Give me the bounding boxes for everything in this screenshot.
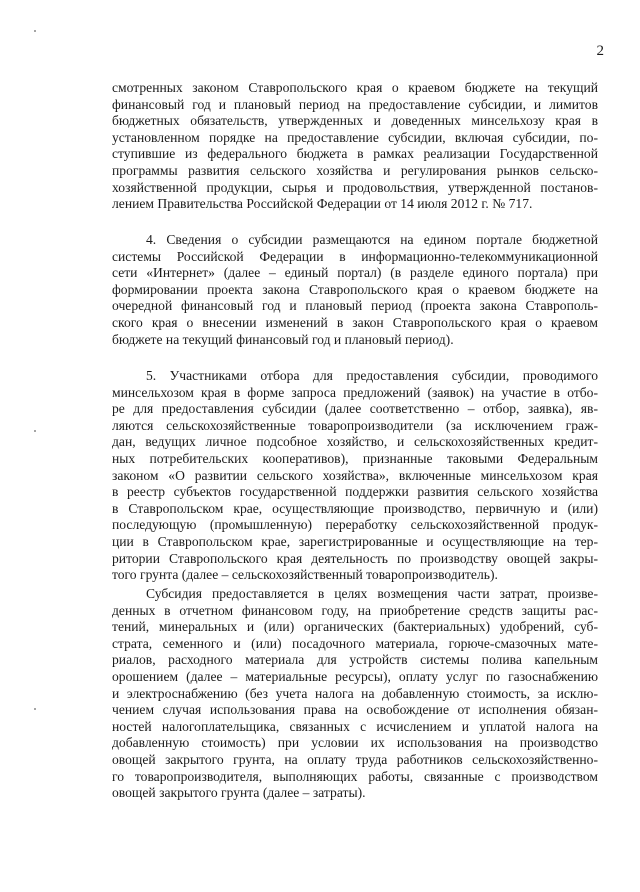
paragraph-subsidy-purpose [112,586,598,802]
text-line: ре для предоставления субсидии (далее соответственно – отбор, заявка), яв- [112,401,598,417]
paragraph-continuation [112,80,598,213]
text-line: Субсидия предоставляется в целях возмещения части затрат, произве- [146,586,598,601]
page-number: 2 [596,43,604,59]
text-line: и электроснабжению (без учета налога на добавленную стоимость, за исклю- [112,685,598,701]
text-line: ритории Ставропольского края деятельность по производству овощей закры- [112,550,598,566]
text-line: бюджете на текущий финансовый год и плановый период). [112,331,454,347]
scan-speck [34,708,36,710]
text-line: овощей закрытого грунта (далее – затраты). [112,785,366,801]
text-line: чением случая использования права на освобождение от исполнения обязан- [112,702,598,718]
text-line: ского края о внесении изменений в закон Ставропольского края о краевом [112,314,598,330]
text-line: хозяйственной продукции, сырья и продовольствия, утвержденной постанов- [112,179,598,195]
text-line: в Ставропольском крае, осуществляющие производство, первичную и (или) [112,500,598,516]
paragraph-item-5 [112,368,598,584]
text-line: добавленную стоимость) при условии их использования на производство [112,735,598,751]
text-line: того грунта (далее – сельскохозяйственный товаропроизводитель). [112,567,498,583]
text-line: денных в отчетном финансовом году, на приобретение средств защиты рас- [112,602,598,618]
scan-speck [34,430,36,432]
text-line: установленном порядке на предоставление субсидии, включая субсидии, по- [112,129,598,145]
text-line: законом «О развитии сельского хозяйства», включенные минсельхозом края [112,467,598,483]
text-line: сети «Интернет» (далее – единый портал) (в разделе единого портала) при [112,265,598,281]
text-line: ных потребительских кооперативов), признанные таковыми Федеральным [112,450,598,466]
text-line: тений, минеральных и (или) органических (бактериальных) удобрений, суб- [112,619,598,635]
scan-speck [34,30,36,32]
text-line: лением Правительства Российской Федерации от 14 июля 2012 г. № 717. [112,196,533,212]
text-line: финансовый год и плановый период на предоставление субсидии, и лимитов [112,96,598,112]
text-line: дан, ведущих личное подсобное хозяйство, и сельскохозяйственных кредит- [112,434,598,450]
text-line: формировании проекта закона Ставропольского края о краевом бюджете на [112,281,598,297]
text-line: бюджетных обязательств, утвержденных и доведенных минсельхозу края в [112,113,598,129]
text-line: ностей налогоплательщика, связанных с исчислением и уплатой налога на [112,718,598,734]
text-line: смотренных законом Ставропольского края о краевом бюджете на текущий [112,80,598,95]
text-line: минсельхозом края в форме запроса предложений (заявок) на участие в отбо- [112,384,598,400]
text-line: очередной финансовый год и плановый период (проекта закона Ставрополь- [112,298,598,314]
text-line: 4. Сведения о субсидии размещаются на едином портале бюджетной [146,232,598,247]
text-line: ляются сельскохозяйственные товаропроизводители (за исключением граж- [112,417,598,433]
text-line: орошением (далее – материальные ресурсы), оплату услуг по газоснабжению [112,668,598,684]
text-line: программы развития сельского хозяйства и регулирования рынков сельско- [112,162,598,178]
text-line: страта, семенного и (или) посадочного материала, горюче-смазочных мате- [112,635,598,651]
text-line: ции в Ставропольском крае, зарегистрированные и осуществляющие на тер- [112,533,598,549]
text-line: ступившие из федерального бюджета в рамках реализации Государственной [112,146,598,162]
text-line: последующую (промышленную) переработку сельскохозяйственной продук- [112,517,598,533]
text-line: в реестр субъектов государственной поддержки развития сельского хозяйства [112,484,598,500]
text-line: системы Российской Федерации в информационно-телекоммуникационной [112,248,598,264]
text-line: го товаропроизводителя, выполняющих работы, связанные с производством [112,768,598,784]
paragraph-item-4 [112,232,598,348]
text-line: овощей закрытого грунта, на оплату труда работников сельскохозяйственно- [112,751,598,767]
text-line: риалов, расходного материала для устройств системы полива капельным [112,652,598,668]
text-line: 5. Участниками отбора для предоставления субсидии, проводимого [146,368,598,383]
